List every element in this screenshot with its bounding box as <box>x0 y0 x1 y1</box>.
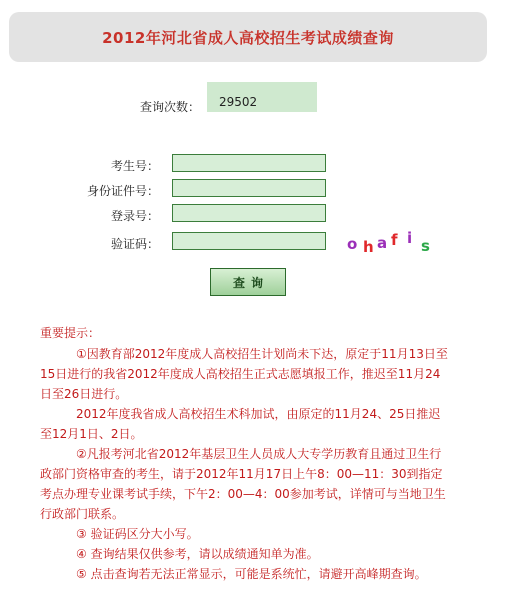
notice-item-1-extra: 2012年度我省成人高校招生术科加试，由原定的11月24、25日推迟至12月1日、2日。 <box>40 407 441 441</box>
login-no-input[interactable] <box>172 204 326 222</box>
captcha-image[interactable] <box>345 229 437 256</box>
notice-item-5: ⑤ 点击查询若无法正常显示，可能是系统忙，请避开高峰期查询。 <box>76 567 427 581</box>
captcha-char: a <box>377 234 388 252</box>
exam-no-input[interactable] <box>172 154 326 172</box>
query-button[interactable]: 查询 <box>210 268 286 296</box>
captcha-label: 验证码： <box>110 237 159 251</box>
captcha-row <box>0 232 515 252</box>
notice-heading: 重要提示： <box>40 326 101 340</box>
exam-no-row <box>0 154 515 174</box>
id-no-row <box>0 179 515 199</box>
query-count-value: 29502 <box>207 82 317 112</box>
captcha-char: s <box>421 237 430 255</box>
captcha-char: f <box>391 231 398 249</box>
login-no-label: 登录号： <box>110 209 159 223</box>
notice-item-1: ①因教育部2012年度成人高校招生计划尚未下达，原定于11月13日至15日进行的我省2012年度成人高校招生正式志愿填报工作，推迟至11月24日至26日进行。 <box>40 347 448 401</box>
captcha-char: o <box>347 235 358 253</box>
login-no-row <box>0 204 515 224</box>
exam-no-label: 考生号： <box>110 159 159 173</box>
important-notice <box>40 323 450 584</box>
notice-item-2: ②凡报考河北省2012年基层卫生人员成人大专学历教育且通过卫生行政部门资格审查的考生，请于2012年11月17日上午8：00—11：30到指定考点办理专业课考试手续，下午2：00—4：00参加考试，详情可与当地卫生行政部门联系。 <box>40 447 446 521</box>
page-title: 2012年河北省成人高校招生考试成绩查询 <box>102 28 394 47</box>
id-no-input[interactable] <box>172 179 326 197</box>
query-count-label: 查询次数： <box>140 100 201 114</box>
captcha-char: i <box>407 229 413 247</box>
captcha-char: h <box>363 238 374 256</box>
notice-item-3: ③ 验证码区分大小写。 <box>76 527 199 541</box>
id-no-label: 身份证件号： <box>86 184 159 198</box>
page-header <box>9 12 487 62</box>
notice-item-4: ④ 查询结果仅供参考，请以成绩通知单为准。 <box>76 547 319 561</box>
captcha-input[interactable] <box>172 232 326 250</box>
